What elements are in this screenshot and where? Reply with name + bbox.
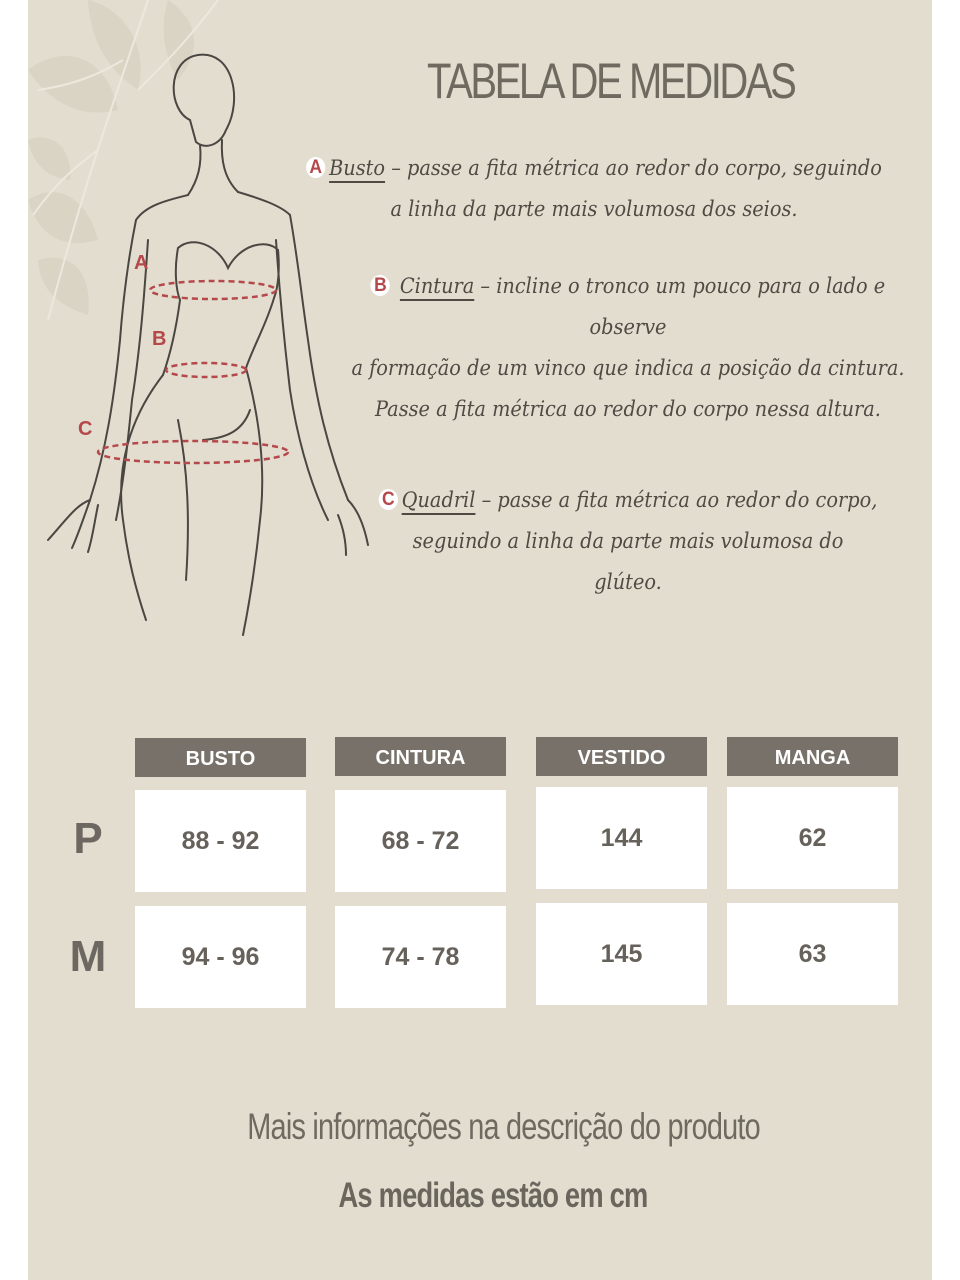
instruction-quadril-line1: C Quadril – passe a fita métrica ao redor do corpo, (352, 480, 904, 521)
badge-a-icon: A (306, 157, 325, 178)
more-info-note: Mais informações na descrição do produto (247, 1106, 760, 1147)
instruction-busto-line2: a linha da parte mais volumosa dos seios. (390, 197, 798, 221)
figure-label-b: B (152, 328, 167, 350)
cell-p-busto: 88 - 92 (135, 790, 306, 892)
size-chart-page (28, 0, 932, 1280)
instruction-cintura-line2: observe (589, 315, 667, 339)
figure-label-a: A (134, 252, 149, 274)
cell-p-cintura: 68 - 72 (335, 790, 506, 892)
cell-m-manga: 63 (727, 903, 898, 1005)
badge-b-icon: B (371, 275, 390, 296)
cell-m-cintura: 74 - 78 (335, 906, 506, 1008)
instruction-quadril-line2: seguindo a linha da parte mais volumosa do (412, 529, 844, 553)
header-manga: MANGA (727, 737, 898, 776)
size-label-m: M (69, 932, 107, 981)
header-cintura: CINTURA (335, 737, 506, 776)
label-cintura: Cintura (399, 274, 475, 298)
instruction-quadril-line3: glúteo. (594, 570, 662, 594)
header-vestido: VESTIDO (536, 737, 707, 776)
units-note: As medidas estão em cm (338, 1176, 648, 1215)
instruction-busto (300, 148, 889, 230)
instruction-cintura-line4: Passe a fita métrica ao redor do corpo nessa altura. (375, 397, 881, 421)
cell-p-manga: 62 (727, 787, 898, 889)
header-busto: BUSTO (135, 738, 306, 777)
cell-p-vestido: 144 (536, 787, 707, 889)
size-label-p: P (73, 814, 103, 863)
figure-label-c: C (78, 418, 93, 440)
instruction-quadril (352, 480, 904, 603)
page-title: TABELA DE MEDIDAS (427, 53, 795, 109)
instruction-cintura-line3: a formação de um vinco que indica a posição da cintura. (351, 356, 905, 380)
instruction-cintura-line1: B Cintura – incline o tronco um pouco para o lado e (334, 266, 923, 307)
label-busto: Busto (329, 156, 386, 180)
cell-m-vestido: 145 (536, 903, 707, 1005)
badge-c-icon: C (379, 489, 398, 510)
cell-m-busto: 94 - 96 (135, 906, 306, 1008)
instruction-cintura (334, 266, 923, 430)
instruction-busto-line1: A Busto – passe a fita métrica ao redor do corpo, seguindo (300, 148, 889, 189)
label-quadril: Quadril (401, 488, 476, 512)
